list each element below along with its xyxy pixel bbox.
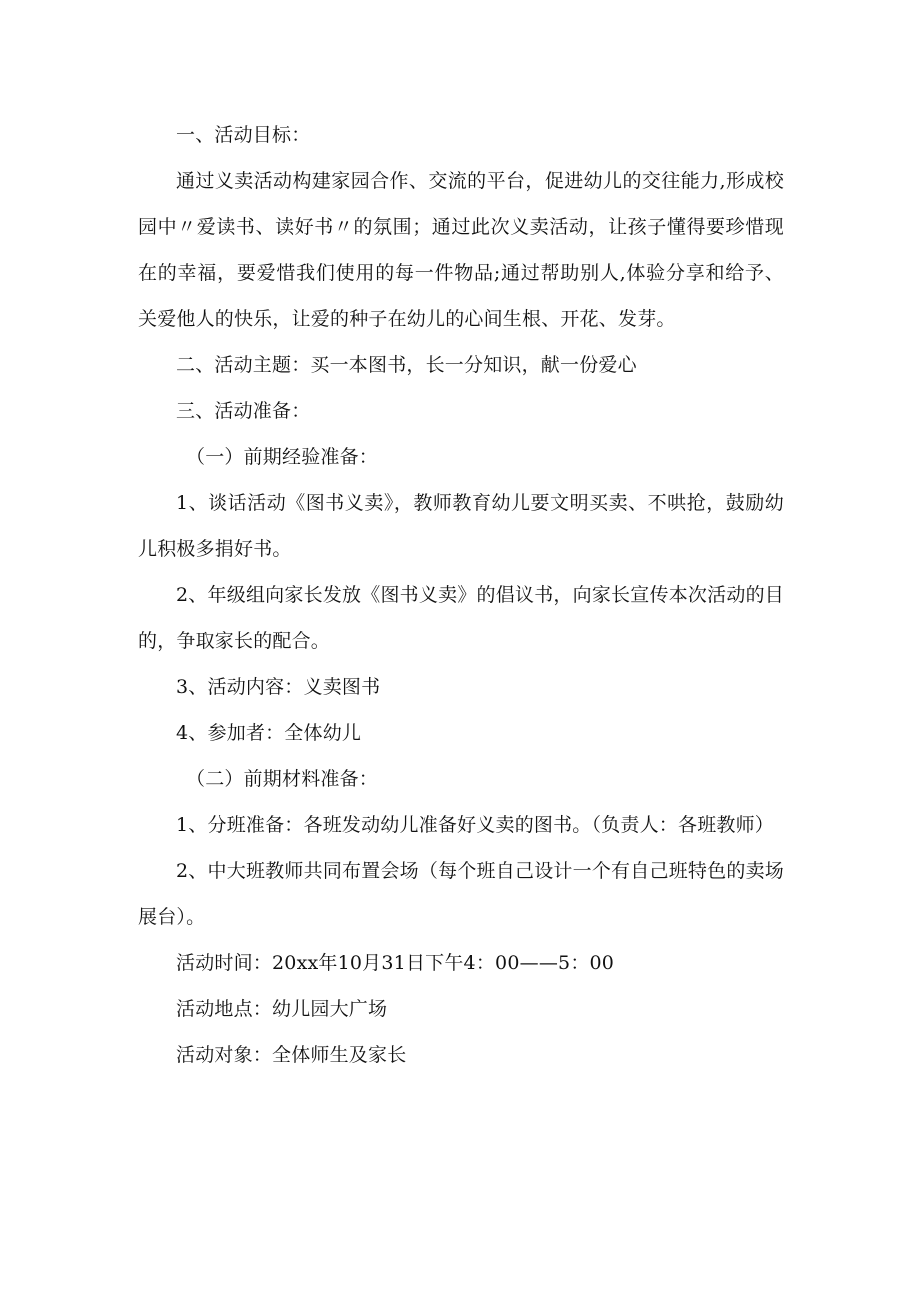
- list-item-class-preparation: 1、分班准备：各班发动幼儿准备好义卖的图书。（负责人：各班教师）: [176, 814, 774, 836]
- paragraph-goal-description: 通过义卖活动构建家园合作、交流的平台，促进幼儿的交往能力,形成校园中〃爱读书、读好书〃的氛围；通过此次义卖活动，让孩子懂得要珍惜现在的幸福，要爱惜我们使用的每一件物品;通过帮助别人,体验分享和给予、关爱他人的快乐，让爱的种子在幼儿的心间生根、开花、发芽。: [138, 170, 784, 330]
- activity-time: 活动时间：20xx年10月31日下午4：00——5：00: [176, 952, 615, 974]
- activity-audience: 活动对象：全体师生及家长: [176, 1044, 407, 1066]
- list-item-participants: 4、参加者：全体幼儿: [176, 722, 362, 744]
- heading-activity-goal: 一、活动目标：: [176, 124, 311, 146]
- heading-activity-theme: 二、活动主题：买一本图书，长一分知识，献一份爱心: [176, 354, 637, 376]
- list-item-proposal-letter: 2、年级组向家长发放《图书义卖》的倡议书，向家长宣传本次活动的目的，争取家长的配合。: [138, 584, 784, 652]
- list-item-activity-content: 3、活动内容：义卖图书: [176, 676, 381, 698]
- activity-location: 活动地点：幼儿园大广场: [176, 998, 388, 1020]
- document-body: [138, 112, 784, 1078]
- subheading-material-preparation: （二）前期材料准备：: [186, 768, 379, 790]
- list-item-talk-activity: 1、谈话活动《图书义卖》，教师教育幼儿要文明买卖、不哄抢，鼓励幼儿积极多捐好书。: [138, 492, 784, 560]
- list-item-venue-setup: 2、中大班教师共同布置会场（每个班自己设计一个有自己班特色的卖场展台）。: [138, 860, 784, 928]
- subheading-experience-preparation: （一）前期经验准备：: [186, 446, 379, 468]
- heading-activity-preparation: 三、活动准备：: [176, 400, 311, 422]
